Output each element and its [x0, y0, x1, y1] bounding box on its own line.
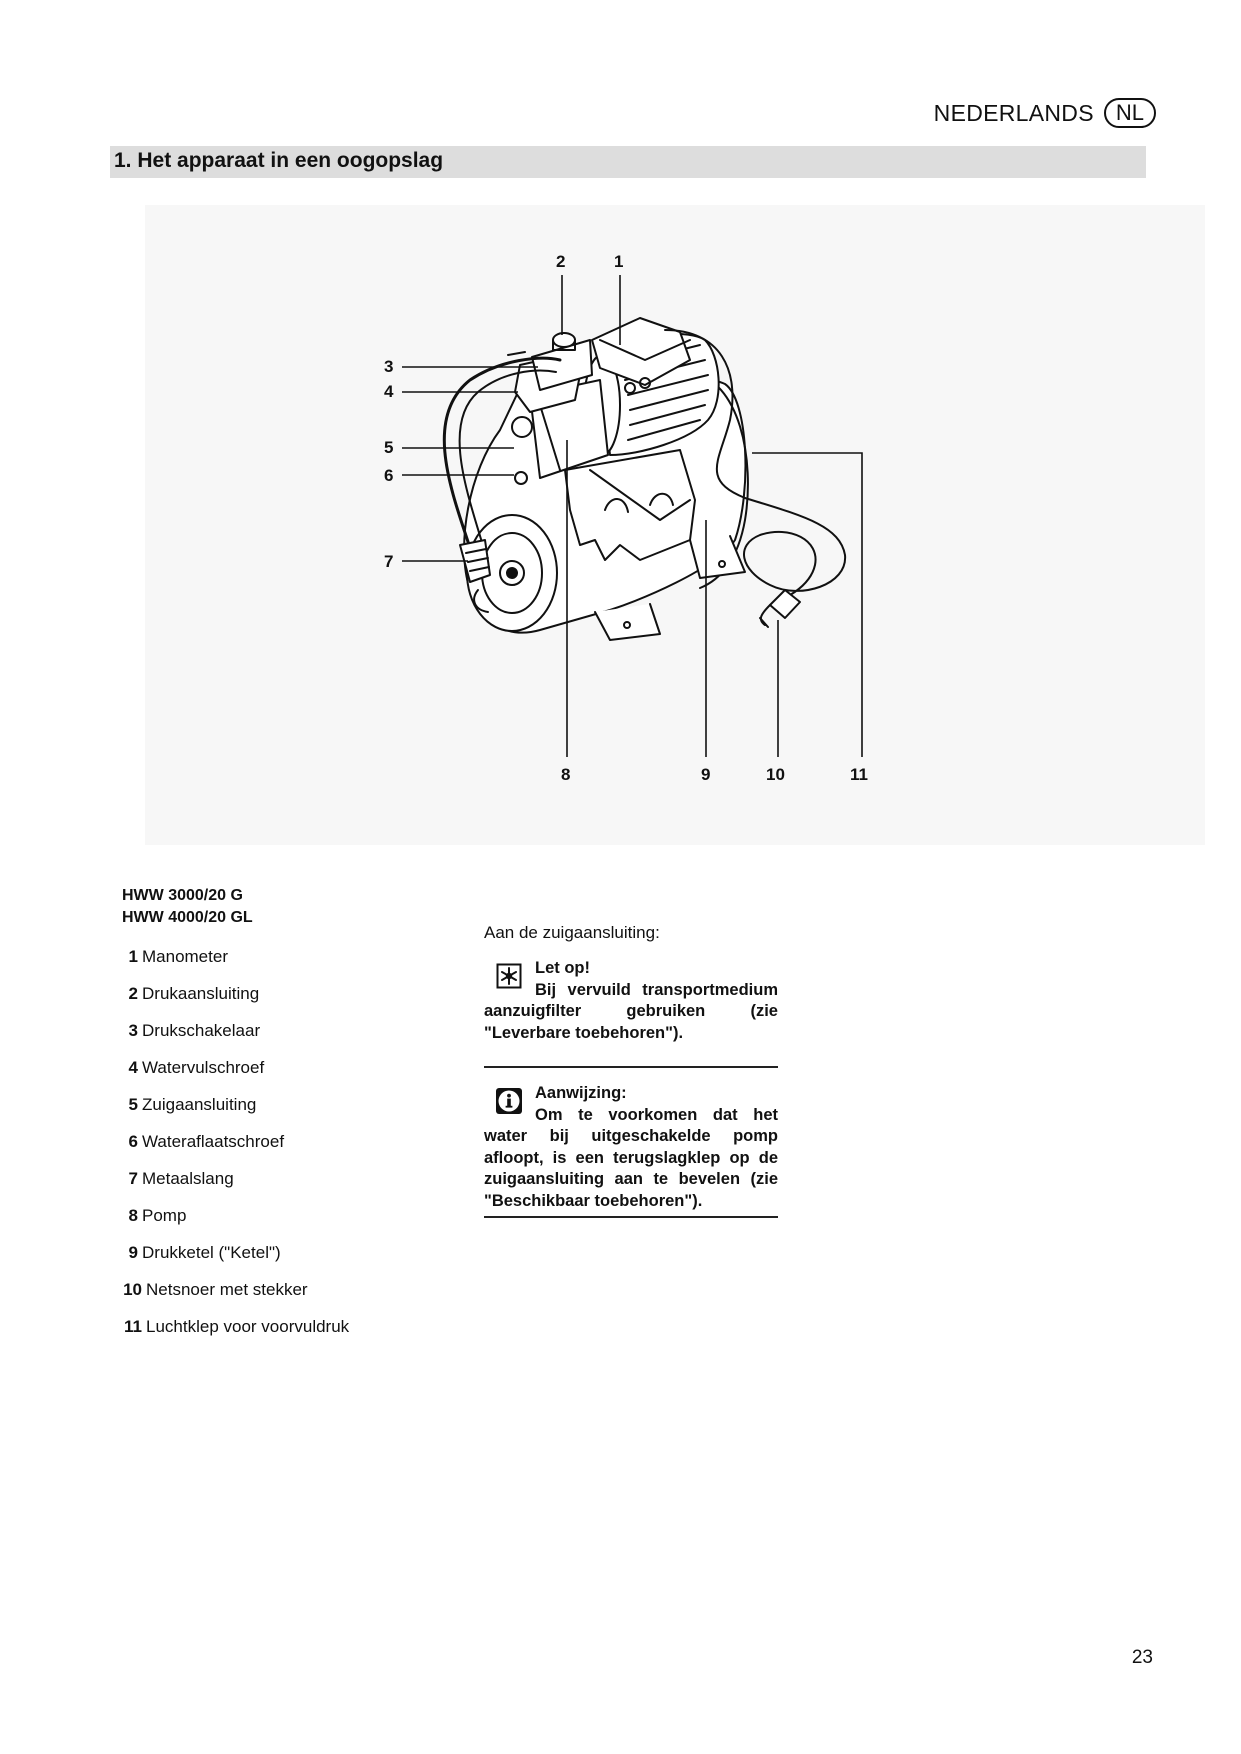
part-label: Drukketel ("Ketel") [142, 1243, 281, 1262]
info-icon [495, 1087, 523, 1115]
callout-9: 9 [701, 765, 711, 784]
callout-3: 3 [384, 357, 394, 376]
figure-background [145, 205, 1205, 845]
part-label: Drukaansluiting [142, 984, 260, 1003]
part-item [122, 1279, 482, 1301]
part-item [122, 1094, 482, 1116]
page-number: 23 [1131, 1647, 1153, 1668]
part-label: Zuigaansluiting [142, 1095, 257, 1114]
part-number: 11 [124, 1317, 142, 1336]
model-name: HWW 4000/20 GL [122, 909, 253, 926]
callout-11: 11 [850, 765, 868, 784]
caution-text: Bij vervuild transportmedium aanzuigfilter gebruiken (zie "Leverbare toebehoren"). [484, 980, 778, 1042]
part-number: 2 [128, 984, 138, 1003]
part-number: 4 [128, 1058, 138, 1077]
part-item [122, 983, 482, 1005]
suction-intro: Aan de zuigaansluiting: [484, 923, 660, 942]
part-label: Watervulschroef [142, 1058, 265, 1077]
info-notice [484, 1083, 778, 1213]
callout-6: 6 [384, 466, 394, 485]
suction-section [484, 922, 778, 944]
divider-line [484, 1216, 778, 1218]
language-name: NEDERLANDS [933, 99, 1094, 126]
info-heading: Aanwijzing: [535, 1084, 627, 1102]
callout-5: 5 [384, 438, 394, 457]
part-item [122, 1057, 482, 1079]
language-badge: NL [1104, 98, 1156, 128]
part-label: Metaalslang [142, 1169, 234, 1188]
part-number: 8 [128, 1206, 138, 1225]
part-number: 1 [128, 947, 138, 966]
part-number: 5 [128, 1095, 138, 1114]
part-item [122, 1168, 482, 1190]
part-label: Drukschakelaar [142, 1021, 261, 1040]
part-number: 6 [128, 1132, 138, 1151]
part-item [122, 1316, 482, 1338]
model-list [122, 885, 253, 929]
callout-4: 4 [384, 382, 394, 401]
part-item [122, 946, 482, 968]
part-item [122, 1131, 482, 1153]
section-title: 1. Het apparaat in een oogopslag [114, 149, 444, 172]
caution-icon [495, 962, 523, 990]
section-title-bar [110, 146, 1146, 178]
divider-line [484, 1066, 778, 1068]
part-label: Luchtklep voor voorvuldruk [146, 1317, 350, 1336]
part-number: 10 [123, 1280, 142, 1299]
part-item [122, 1020, 482, 1042]
callout-1: 1 [614, 252, 624, 271]
part-number: 7 [128, 1169, 138, 1188]
part-number: 3 [128, 1021, 138, 1040]
part-label: Netsnoer met stekker [146, 1280, 308, 1299]
part-number: 9 [128, 1243, 138, 1262]
language-header [934, 98, 1156, 128]
callout-7: 7 [384, 552, 394, 571]
caution-notice [484, 958, 778, 1044]
part-label: Pomp [142, 1206, 187, 1225]
model-name: HWW 3000/20 G [122, 887, 243, 904]
callout-10: 10 [766, 765, 785, 784]
part-label: Wateraflaatschroef [142, 1132, 285, 1151]
part-label: Manometer [142, 947, 228, 966]
callout-8: 8 [561, 765, 571, 784]
info-text: Om te voorkomen dat het water bij uitgeschakelde pomp afloopt, is een terugslagklep op de zuigaansluiting aan te bevelen (zie "Beschikbaar toebehoren"). [484, 1105, 778, 1210]
part-item [122, 1205, 482, 1227]
part-item [122, 1242, 482, 1264]
caution-heading: Let op! [535, 959, 590, 977]
callout-2: 2 [556, 252, 566, 271]
